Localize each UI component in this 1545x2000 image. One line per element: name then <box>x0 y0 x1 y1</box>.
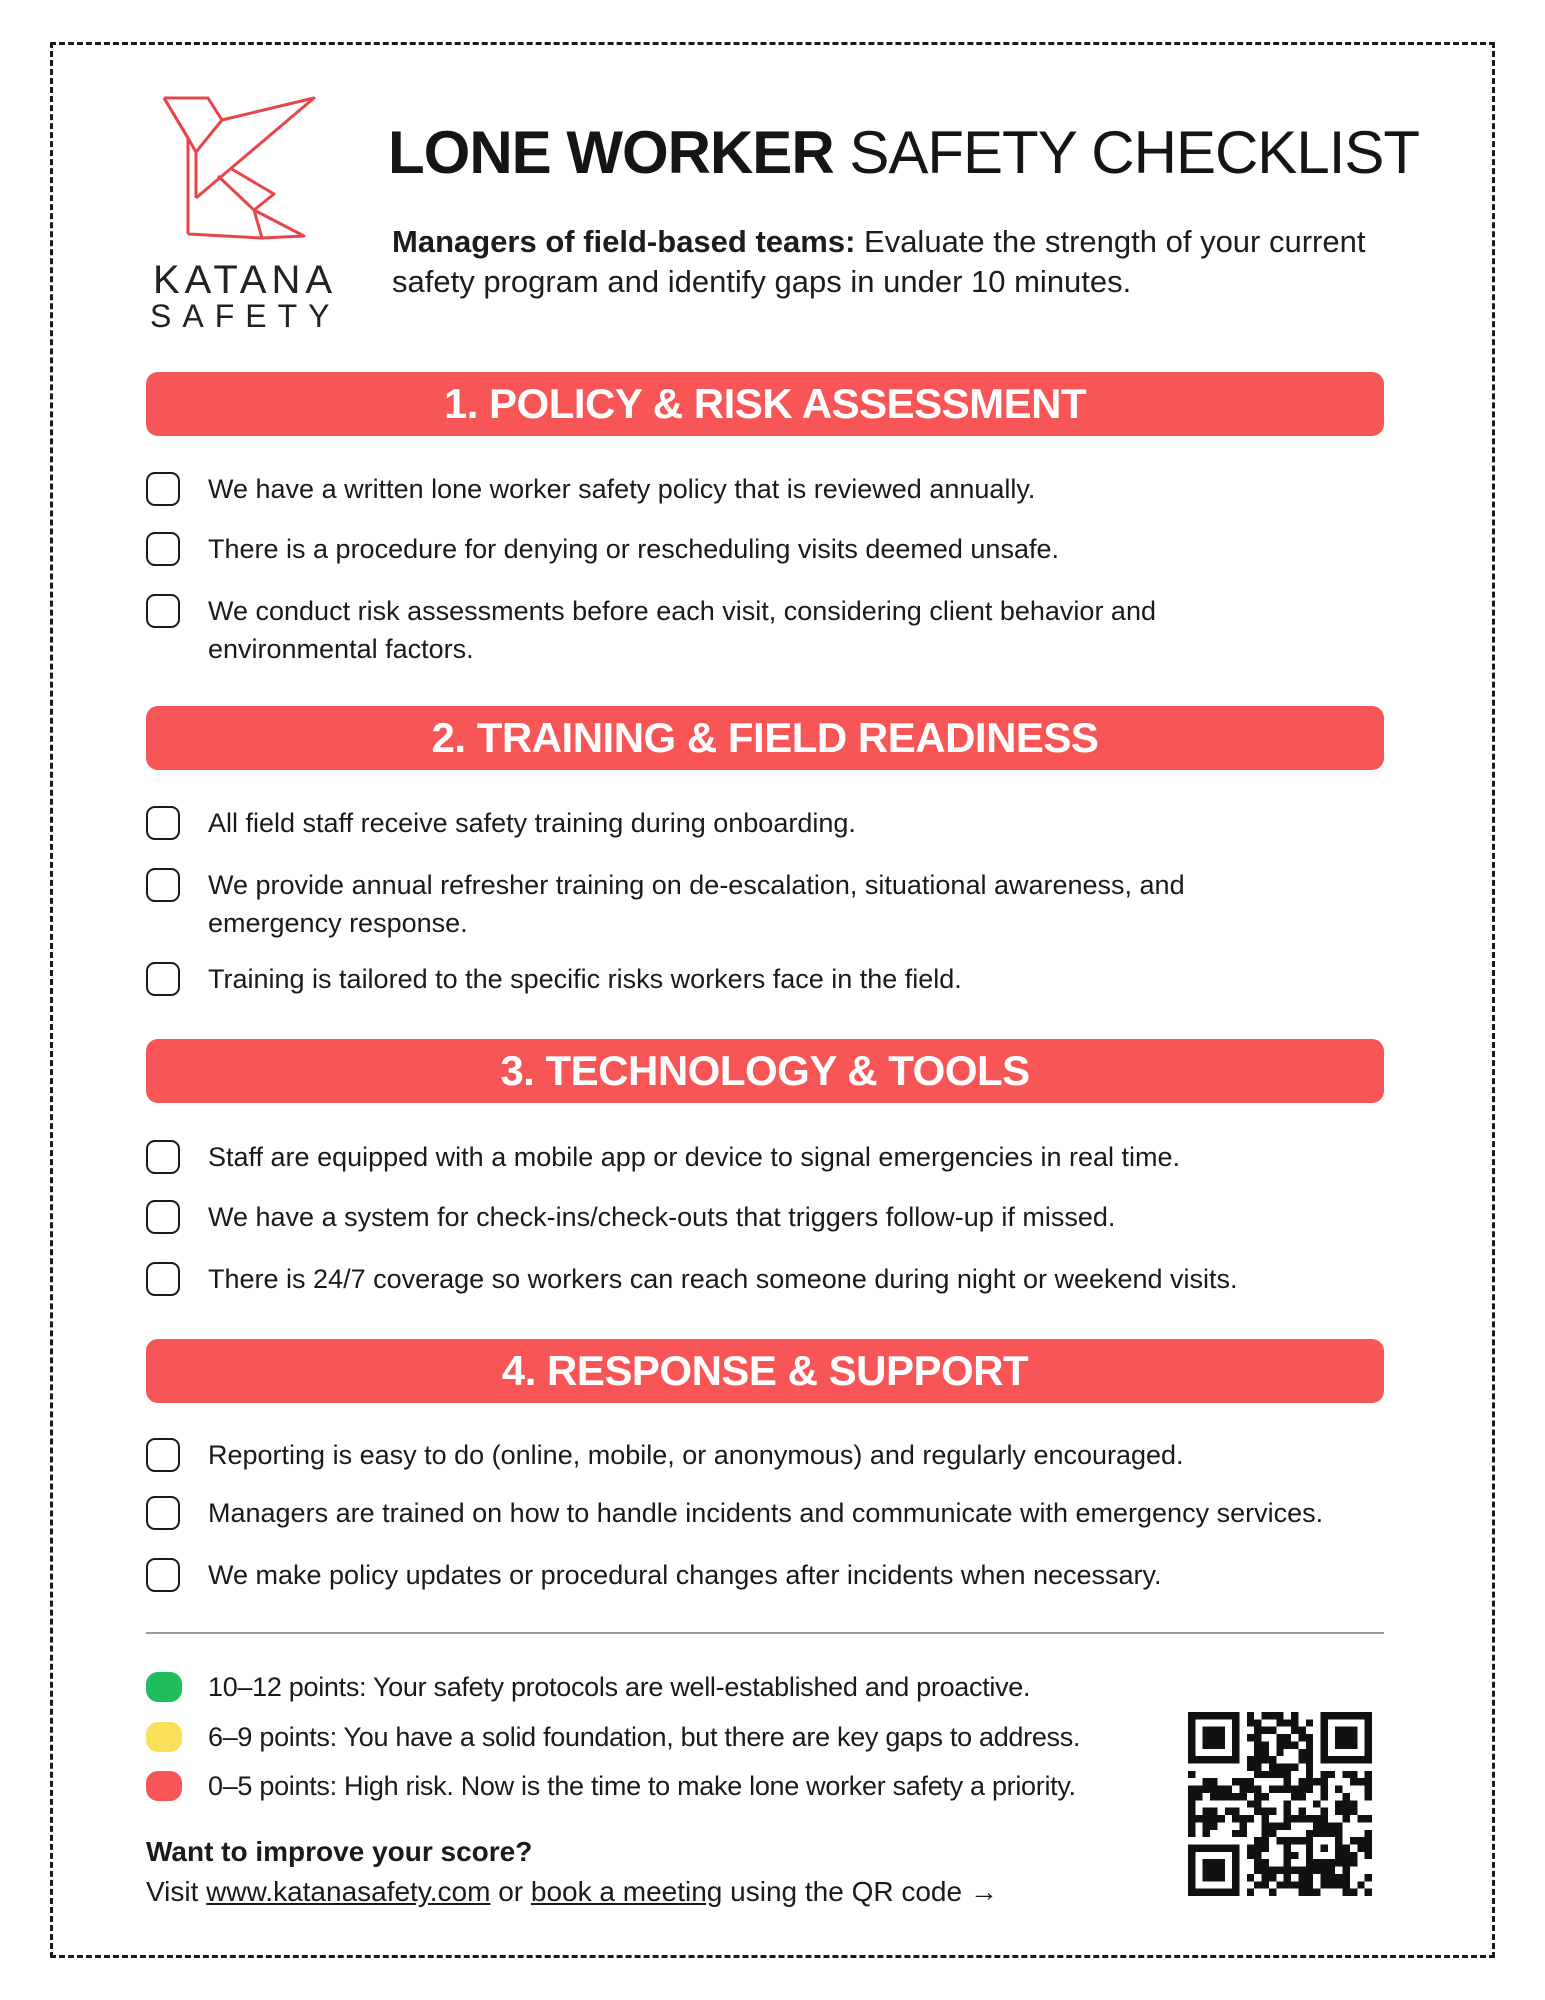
score-text: 6–9 points: You have a solid foundation, but there are key gaps to address. <box>208 1722 1081 1752</box>
checkbox-icon[interactable] <box>146 472 180 506</box>
checkbox-icon[interactable] <box>146 1558 180 1592</box>
score-row-high <box>146 1668 1146 1706</box>
checkbox-icon[interactable] <box>146 1496 180 1530</box>
green-dot-icon <box>146 1672 182 1702</box>
intro-bold: Managers of field-based teams: <box>392 224 856 259</box>
cta-suffix: using the QR code → <box>722 1876 998 1907</box>
cta-question: Want to improve your score? <box>146 1836 533 1867</box>
score-text: 10–12 points: Your safety protocols are well-established and proactive. <box>208 1672 1031 1702</box>
red-dot-icon <box>146 1771 182 1801</box>
checkbox-icon[interactable] <box>146 594 180 628</box>
title-bold: LONE WORKER <box>388 119 834 186</box>
brand-subname: SAFETY <box>150 298 341 334</box>
score-row-medium <box>146 1718 1146 1756</box>
checklist-item-text: Training is tailored to the specific risks workers face in the field. <box>208 964 962 994</box>
book-meeting-link[interactable]: book a meeting <box>530 1876 723 1907</box>
checklist-item-text: There is 24/7 coverage so workers can reach someone during night or weekend visits. <box>208 1264 1238 1294</box>
checkbox-icon[interactable] <box>146 868 180 902</box>
checklist-item-text: We have a written lone worker safety policy that is reviewed annually. <box>208 474 1036 504</box>
checkbox-icon[interactable] <box>146 1438 180 1472</box>
checklist-item-text: Managers are trained on how to handle incidents and communicate with emergency services. <box>208 1498 1324 1528</box>
katana-bird-logo-icon <box>156 90 326 240</box>
checkbox-icon[interactable] <box>146 806 180 840</box>
checkbox-icon[interactable] <box>146 1200 180 1234</box>
checkbox-icon[interactable] <box>146 962 180 996</box>
checklist-item-text: We conduct risk assessments before each visit, considering client behavior and environmental factors. <box>208 596 1156 664</box>
page-title <box>388 118 1419 187</box>
katana-safety-logo <box>150 90 341 334</box>
brand-name: KATANA <box>152 258 338 302</box>
cta-or: or <box>490 1876 531 1907</box>
score-text: 0–5 points: High risk. Now is the time to make lone worker safety a priority. <box>208 1771 1076 1801</box>
intro-body: Evaluate the strength of your current safety program and identify gaps in under 10 minutes. <box>392 224 1366 299</box>
website-link[interactable]: www.katanasafety.com <box>206 1876 491 1907</box>
checklist-item-text: All field staff receive safety training during onboarding. <box>208 808 856 838</box>
qr-code-icon[interactable] <box>1188 1712 1372 1896</box>
yellow-dot-icon <box>146 1722 182 1752</box>
checkbox-icon[interactable] <box>146 1140 180 1174</box>
checkbox-icon[interactable] <box>146 532 180 566</box>
checklist-item-text: We have a system for check-ins/check-outs that triggers follow-up if missed. <box>208 1202 1116 1232</box>
cta-line <box>146 1876 998 1908</box>
section-header-policy: 1. POLICY & RISK ASSESSMENT <box>146 372 1384 436</box>
section-header-response: 4. RESPONSE & SUPPORT <box>146 1339 1384 1403</box>
checklist-item-text: Reporting is easy to do (online, mobile, or anonymous) and regularly encouraged. <box>208 1440 1184 1470</box>
cta-visit: Visit <box>146 1876 207 1907</box>
title-light: SAFETY CHECKLIST <box>849 119 1420 186</box>
divider <box>146 1632 1384 1634</box>
checklist-item-text: We provide annual refresher training on de-escalation, situational awareness, and emergency response. <box>208 870 1185 938</box>
score-row-low <box>146 1767 1146 1805</box>
intro-text <box>392 222 1392 302</box>
checklist-item-text: We make policy updates or procedural changes after incidents when necessary. <box>208 1560 1162 1590</box>
checklist-item-text: There is a procedure for denying or rescheduling visits deemed unsafe. <box>208 534 1059 564</box>
checklist-item-text: Staff are equipped with a mobile app or device to signal emergencies in real time. <box>208 1142 1181 1172</box>
section-header-technology: 3. TECHNOLOGY & TOOLS <box>146 1039 1384 1103</box>
section-header-training: 2. TRAINING & FIELD READINESS <box>146 706 1384 770</box>
checkbox-icon[interactable] <box>146 1262 180 1296</box>
